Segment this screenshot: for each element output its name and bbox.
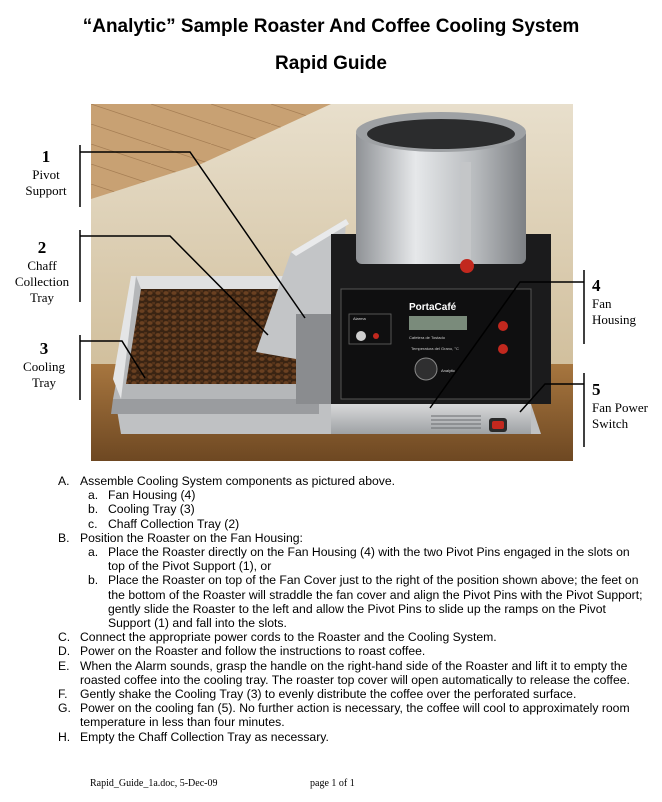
step-marker: G. [58,701,71,716]
footer-filename: Rapid_Guide_1a.doc, 5-Dec-09 [90,778,218,789]
callout-pivot-support [16,147,76,199]
substep-marker: a. [88,488,99,503]
substep [88,502,648,516]
step-text: Power on the cooling fan (5). No further action is necessary, the coffee will cool to approximately room temperature in less than four minutes. [80,701,630,730]
step-b [58,531,648,630]
step-h [58,730,648,744]
document-title: “Analytic” Sample Roaster And Coffee Cooling System [82,16,580,37]
callout-text: Pivot Support [25,167,67,198]
callout-fan-housing [592,276,650,328]
footer-page-number: page 1 of 1 [310,778,355,789]
step-marker: A. [58,474,70,488]
callout-text: Fan Housing [592,296,637,327]
substep-text: Place the Roaster directly on the Fan Housing (4) with the two Pivot Pins engaged in the slots on top of the Pivot Support (1), or [108,545,630,574]
step-marker: C. [58,630,71,645]
substep-marker: b. [88,502,99,517]
step-text: Assemble Cooling System components as pictured above. [80,474,396,488]
callout-cooling-tray [14,339,74,391]
step-text: Empty the Chaff Collection Tray as necessary. [80,729,329,744]
substep-marker: c. [88,516,98,531]
step-text: Power on the Roaster and follow the instructions to roast coffee. [80,644,426,659]
substep-list [80,545,648,630]
callout-number: 5 [592,380,601,399]
step-g [58,701,648,729]
substep-text: Cooling Tray (3) [108,502,195,517]
step-text: When the Alarm sounds, grasp the handle on the right-hand side of the Roaster and lift it to empty the roasted coffee into the cooling tray. The roaster top cover will open automatically to release the coffee. [80,658,630,687]
brand-sub-label: Cafetera de Tostado [409,335,445,340]
analytic-label: Analytic [441,368,456,373]
step-e [58,659,648,687]
substep-text: Place the Roaster on top of the Fan Cover just to the right of the position shown above; the feet on the bottom of the Roaster will straddle the fan cover and align the Pivot Pins with the Pivot Support; gently slide the Roaster to the left and allow the Pivot Pins to slide up the ramps on the Pivot Support (1) and fall into the slots. [108,573,643,631]
step-text: Position the Roaster on the Fan Housing: [80,530,303,545]
substep-list [80,488,648,531]
substep-marker: b. [88,573,99,588]
temp-label: Temperatura del Grano, °C [411,346,459,351]
callout-fan-power-switch [592,380,650,432]
step-marker: B. [58,530,70,545]
roaster-photo [91,104,573,461]
step-text: Gently shake the Cooling Tray (3) to evenly distribute the coffee over the perforated surface. [80,687,577,702]
instruction-list [58,474,648,744]
callout-number: 1 [41,147,51,166]
callout-chaff-collection-tray [6,238,78,306]
step-a [58,474,648,531]
callout-number: 2 [37,238,47,257]
step-f [58,687,648,701]
substep [88,488,648,502]
callout-number: 3 [39,339,49,358]
step-marker: H. [58,729,71,744]
step-d [58,644,648,658]
step-marker: D. [58,644,71,659]
callout-text: Fan Power Switch [592,400,648,431]
callout-text: Chaff Collection Tray [14,258,70,305]
substep [88,517,648,531]
substep [88,573,648,630]
brand-label: PortaCafé [409,302,457,313]
step-text: Connect the appropriate power cords to the Roaster and the Cooling System. [80,630,497,645]
substep [88,545,648,573]
substep-text: Chaff Collection Tray (2) [108,516,240,531]
document-subtitle: Rapid Guide [275,53,387,74]
substep-text: Fan Housing (4) [108,488,196,503]
step-marker: E. [58,658,70,673]
step-c [58,630,648,644]
alarm-label: Alarma [353,316,366,321]
callout-number: 4 [592,276,601,295]
substep-marker: a. [88,545,99,560]
callout-text: Cooling Tray [23,359,65,390]
step-marker: F. [58,687,68,702]
